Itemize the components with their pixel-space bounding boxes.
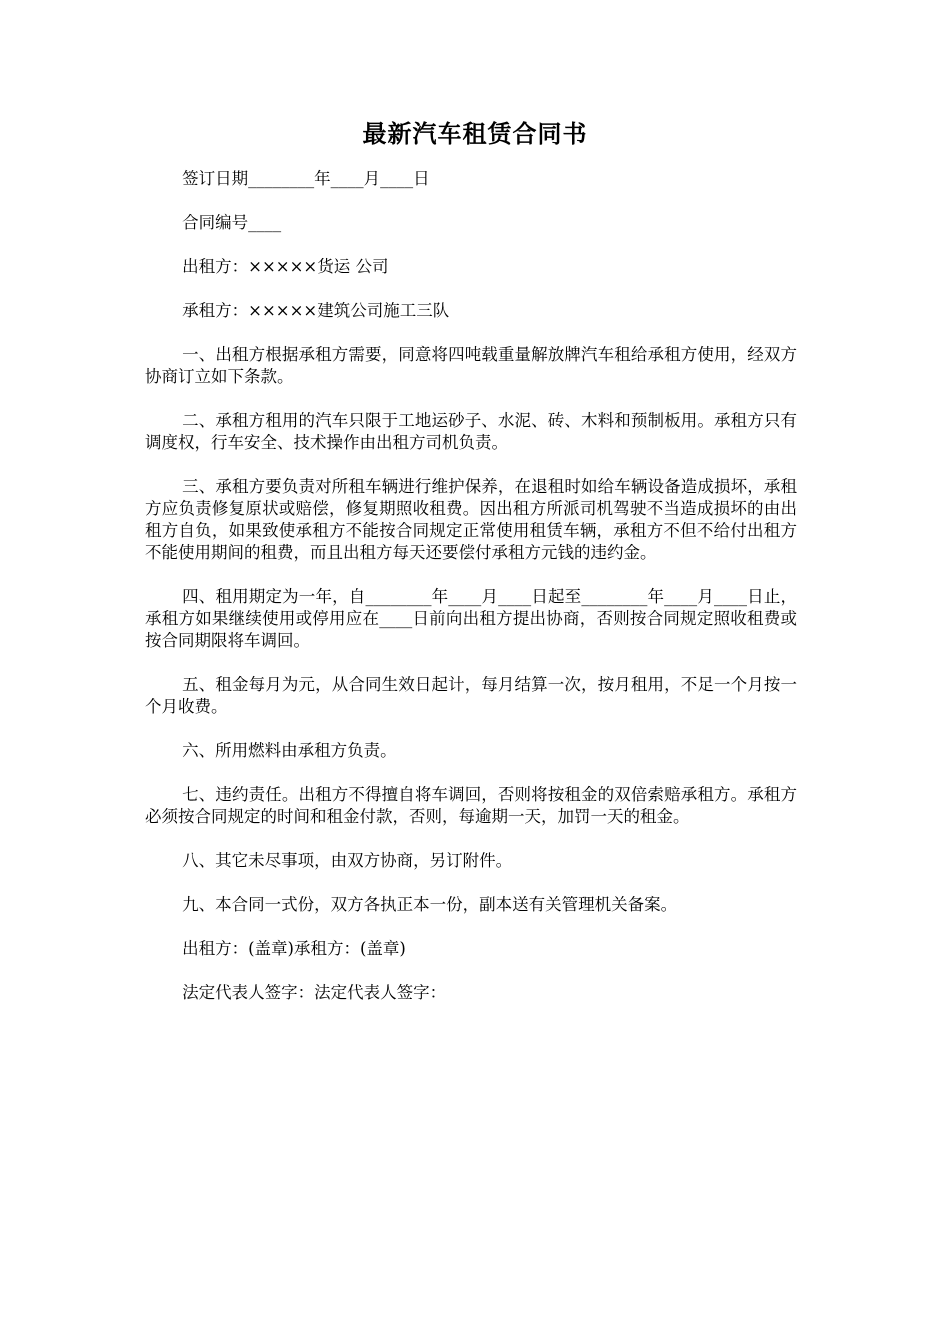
document-body xyxy=(145,168,797,1026)
lessee-line: 承租方：×××××建筑公司施工三队 xyxy=(182,301,450,320)
signature-line: 法定代表人签字：法定代表人签字： xyxy=(182,983,447,1002)
clause-4: 四、租用期定为一年，自________年____月____日起至________年____月____日止，承租方如果继续使用或停用应在____日前向出租方提出协商，否则按合同规定照收租费或按合同期限将车调回。 xyxy=(145,587,798,650)
contract-number-line: 合同编号____ xyxy=(182,213,282,232)
seal-line: 出租方：(盖章)承租方：(盖章) xyxy=(182,939,406,958)
clause-5: 五、租金每月为元，从合同生效日起计，每月结算一次，按月租用，不足一个月按一个月收费。 xyxy=(145,675,797,716)
signing-date-line: 签订日期________年____月____日 xyxy=(182,169,430,188)
clause-3: 三、承租方要负责对所租车辆进行维护保养，在退租时如给车辆设备造成损坏，承租方应负责修复原状或赔偿，修复期照收租费。因出租方所派司机驾驶不当造成损坏的由出租方自负，如果致使承租方不能按合同规定正常使用租赁车辆，承租方不但不给付出租方不能使用期间的租费，而且出租方每天还要偿付承租方元钱的违约金。 xyxy=(145,477,797,562)
clause-2: 二、承租方租用的汽车只限于工地运砂子、水泥、砖、木料和预制板用。承租方只有调度权，行车安全、技术操作由出租方司机负责。 xyxy=(145,411,797,452)
clause-1: 一、出租方根据承租方需要，同意将四吨载重量解放牌汽车租给承租方使用，经双方协商订立如下条款。 xyxy=(145,345,797,386)
clause-9: 九、本合同一式份，双方各执正本一份，副本送有关管理机关备案。 xyxy=(182,895,678,914)
clause-6: 六、所用燃料由承租方负责。 xyxy=(182,741,397,760)
document-title: 最新汽车租赁合同书 xyxy=(362,119,588,148)
clause-8: 八、其它未尽事项，由双方协商，另订附件。 xyxy=(182,851,513,870)
lessor-line: 出租方：×××××货运 公司 xyxy=(182,257,389,276)
clause-7: 七、违约责任。出租方不得擅自将车调回，否则将按租金的双倍索赔承租方。承租方必须按合同规定的时间和租金付款，否则，每逾期一天，加罚一天的租金。 xyxy=(145,785,797,826)
